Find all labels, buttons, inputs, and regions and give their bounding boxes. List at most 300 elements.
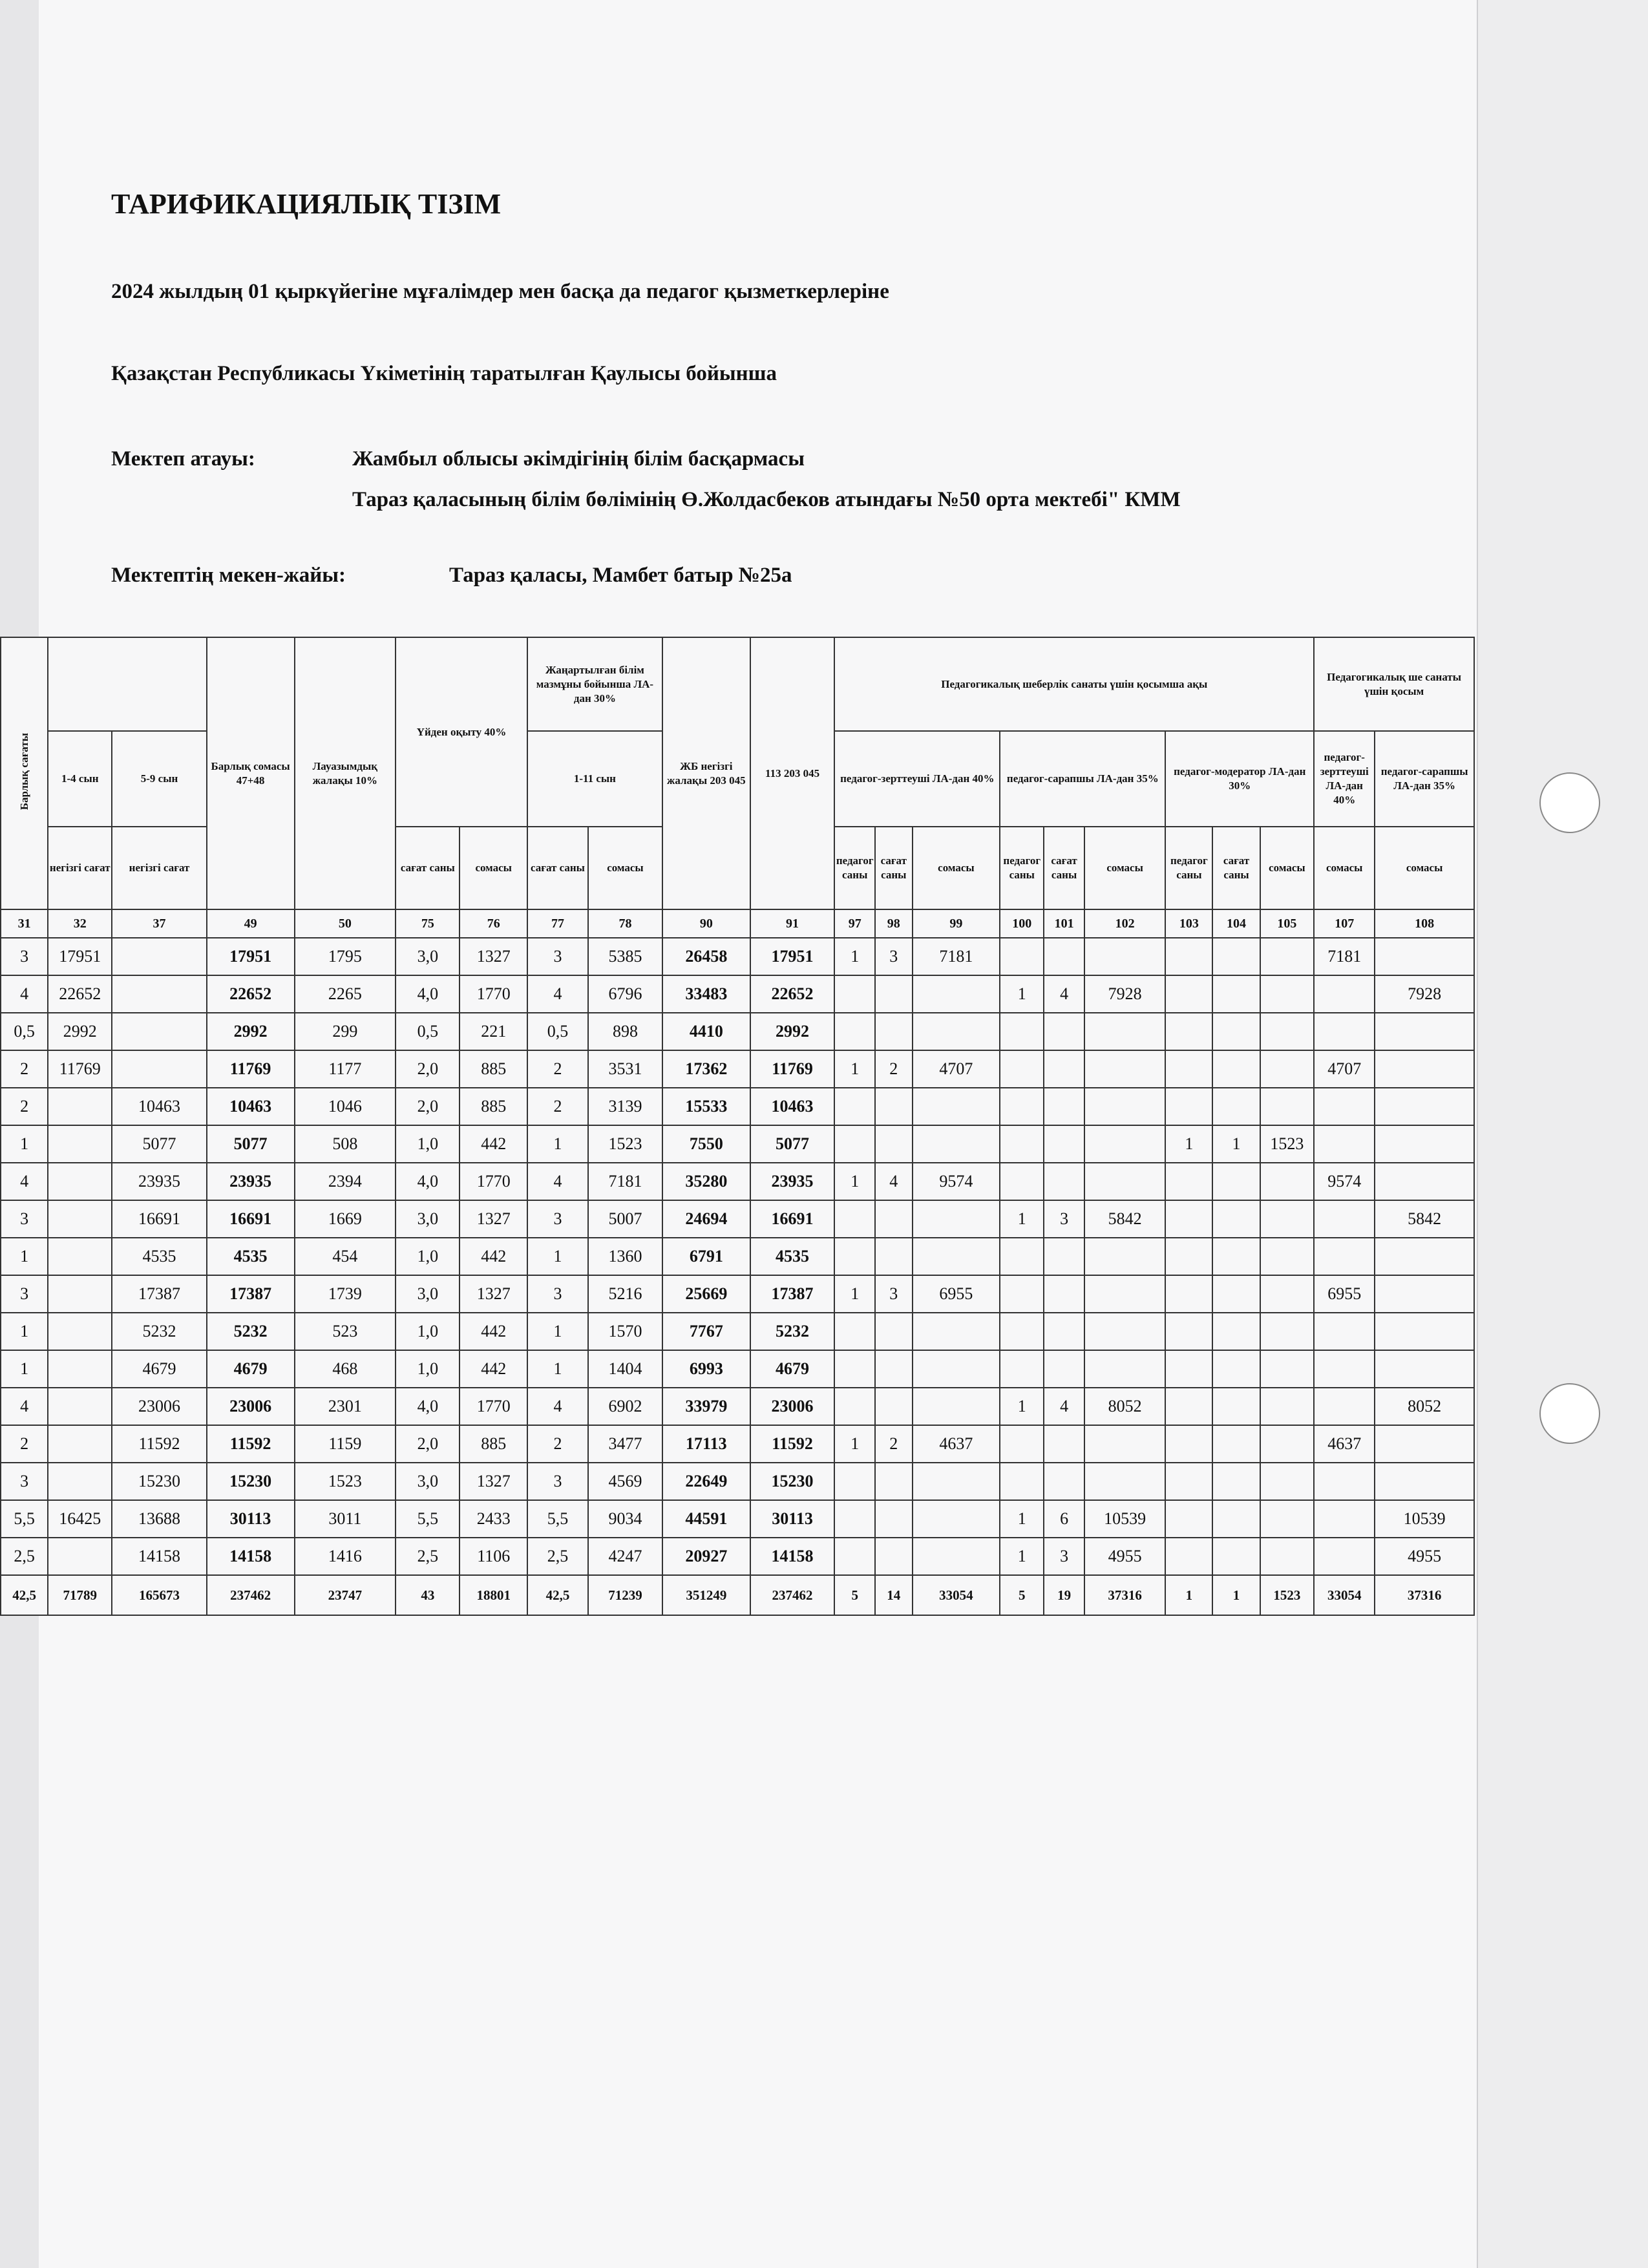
table-cell: 4,0 <box>396 1388 460 1425</box>
table-cell: 4955 <box>1084 1538 1165 1575</box>
table-cell: 17113 <box>662 1425 750 1463</box>
table-row <box>1 1313 1474 1350</box>
table-cell: 2992 <box>207 1013 295 1050</box>
table-cell <box>913 1538 1000 1575</box>
table-row <box>1 975 1474 1013</box>
table-cell <box>913 1350 1000 1388</box>
table-cell <box>112 1013 206 1050</box>
table-cell: 468 <box>295 1350 396 1388</box>
table-cell: 4637 <box>913 1425 1000 1463</box>
table-cell <box>1165 1275 1212 1313</box>
table-cell: 3,0 <box>396 1275 460 1313</box>
table-cell: 1,0 <box>396 1313 460 1350</box>
table-cell: 11769 <box>207 1050 295 1088</box>
table-cell: 10463 <box>112 1088 206 1125</box>
table-cell: 1 <box>527 1238 588 1275</box>
table-cell: 4535 <box>112 1238 206 1275</box>
table-cell <box>48 1463 112 1500</box>
table-cell: 8052 <box>1084 1388 1165 1425</box>
table-cell <box>48 1425 112 1463</box>
table-cell <box>875 1350 912 1388</box>
punch-hole-top <box>1539 772 1600 833</box>
table-cell <box>48 1088 112 1125</box>
header-home-study: Үйден оқыту 40% <box>396 637 527 827</box>
table-cell <box>834 1238 875 1275</box>
table-cell <box>1375 1275 1474 1313</box>
table-cell: 14158 <box>750 1538 835 1575</box>
school-name-line-1: Жамбыл облысы әкімдігінің білім басқармасы <box>352 447 805 471</box>
table-cell <box>1260 1238 1315 1275</box>
table-cell <box>1260 1425 1315 1463</box>
table-cell: 7550 <box>662 1125 750 1163</box>
table-cell <box>48 1538 112 1575</box>
table-cell: 50 <box>295 909 396 938</box>
table-cell: 4 <box>1 975 48 1013</box>
table-cell <box>1165 1238 1212 1275</box>
table-cell <box>48 1163 112 1200</box>
table-cell: 1770 <box>460 975 527 1013</box>
table-cell <box>1165 1313 1212 1350</box>
table-cell: 42,5 <box>527 1575 588 1615</box>
table-cell: 3,0 <box>396 1200 460 1238</box>
table-cell: 99 <box>913 909 1000 938</box>
table-cell: 1523 <box>295 1463 396 1500</box>
table-cell: 1523 <box>588 1125 662 1163</box>
table-row <box>1 1238 1474 1275</box>
table-cell: 23006 <box>112 1388 206 1425</box>
table-row <box>1 938 1474 975</box>
table-cell: 3 <box>875 938 912 975</box>
table-cell <box>1084 1350 1165 1388</box>
header-home-hours: сағат саны <box>396 827 460 909</box>
table-cell <box>834 1013 875 1050</box>
table-cell: 1 <box>834 1050 875 1088</box>
table-cell <box>48 1200 112 1238</box>
table-cell: 33483 <box>662 975 750 1013</box>
table-cell: 4247 <box>588 1538 662 1575</box>
table-cell: 23935 <box>112 1163 206 1200</box>
table-cell: 6902 <box>588 1388 662 1425</box>
table-cell: 1 <box>834 1163 875 1200</box>
table-cell <box>48 1313 112 1350</box>
table-cell: 107 <box>1314 909 1375 938</box>
table-cell: 0,5 <box>396 1013 460 1050</box>
table-cell <box>875 1088 912 1125</box>
table-cell <box>1260 975 1315 1013</box>
table-cell: 4955 <box>1375 1538 1474 1575</box>
table-cell: 442 <box>460 1238 527 1275</box>
table-cell <box>1314 975 1375 1013</box>
table-cell: 90 <box>662 909 750 938</box>
table-cell <box>1000 1425 1044 1463</box>
table-cell <box>1084 1050 1165 1088</box>
header-total-hours: Барлық сағаты <box>1 637 48 909</box>
table-cell: 17362 <box>662 1050 750 1088</box>
table-cell <box>1375 1463 1474 1500</box>
subtitle-resolution-line: Қазақстан Республикасы Үкіметінің таратылған Қаулысы бойынша <box>111 362 777 385</box>
table-cell: 4637 <box>1314 1425 1375 1463</box>
table-cell <box>1000 1050 1044 1088</box>
table-cell <box>1375 1088 1474 1125</box>
header-researcher-2: педагог-зерттеуші ЛА-дан 40% <box>1314 731 1375 827</box>
table-cell: 5232 <box>207 1313 295 1350</box>
header-updated-hours: сағат саны <box>527 827 588 909</box>
table-cell <box>834 1125 875 1163</box>
header-moderator-count: педагог саны <box>1165 827 1212 909</box>
table-cell: 75 <box>396 909 460 938</box>
table-cell <box>1044 938 1084 975</box>
header-expert-2: педагог-сарапшы ЛА-дан 35% <box>1375 731 1474 827</box>
table-cell: 11592 <box>112 1425 206 1463</box>
school-address: Тараз қаласы, Мамбет батыр №25а <box>449 564 792 587</box>
table-cell <box>1375 1350 1474 1388</box>
table-cell: 1,0 <box>396 1350 460 1388</box>
header-expert-hours: сағат саны <box>1044 827 1084 909</box>
header-base-salary: ЖБ негізгі жалақы 203 045 <box>662 637 750 909</box>
table-cell <box>1084 1275 1165 1313</box>
table-cell <box>112 938 206 975</box>
table-cell <box>1044 1050 1084 1088</box>
table-cell <box>913 1388 1000 1425</box>
table-cell <box>1314 1238 1375 1275</box>
subtitle-date-line: 2024 жылдың 01 қыркүйегіне мұғалімдер мен басқа да педагог қызметкерлеріне <box>111 280 889 303</box>
table-cell <box>1165 1350 1212 1388</box>
table-cell <box>1000 1463 1044 1500</box>
table-cell <box>1000 1238 1044 1275</box>
header-researcher2-amount: сомасы <box>1314 827 1375 909</box>
table-cell: 5077 <box>207 1125 295 1163</box>
table-cell: 2,5 <box>396 1538 460 1575</box>
table-cell: 0,5 <box>1 1013 48 1050</box>
table-cell: 2 <box>527 1425 588 1463</box>
table-cell: 9034 <box>588 1500 662 1538</box>
table-cell: 4 <box>1044 1388 1084 1425</box>
table-cell: 2,0 <box>396 1050 460 1088</box>
table-cell <box>1084 1013 1165 1050</box>
table-cell <box>1314 1013 1375 1050</box>
table-cell: 15533 <box>662 1088 750 1125</box>
table-row <box>1 1275 1474 1313</box>
table-cell: 2433 <box>460 1500 527 1538</box>
table-cell <box>1314 1350 1375 1388</box>
punch-hole-bottom <box>1539 1383 1600 1444</box>
table-cell <box>1212 1200 1260 1238</box>
table-cell: 4,0 <box>396 1163 460 1200</box>
table-cell <box>1314 1463 1375 1500</box>
table-cell: 37316 <box>1375 1575 1474 1615</box>
table-cell: 5077 <box>750 1125 835 1163</box>
table-cell: 2,0 <box>396 1425 460 1463</box>
table-cell: 1 <box>834 938 875 975</box>
table-cell: 91 <box>750 909 835 938</box>
table-cell: 3,0 <box>396 1463 460 1500</box>
table-cell: 33979 <box>662 1388 750 1425</box>
table-cell <box>112 975 206 1013</box>
table-cell: 1327 <box>460 1463 527 1500</box>
header-expert-count: педагог саны <box>1000 827 1044 909</box>
table-row <box>1 1463 1474 1500</box>
table-cell <box>48 1238 112 1275</box>
table-cell <box>1165 1425 1212 1463</box>
table-cell: 71789 <box>48 1575 112 1615</box>
table-cell <box>834 1313 875 1350</box>
table-cell <box>1000 1275 1044 1313</box>
table-cell: 3 <box>1 1200 48 1238</box>
table-cell <box>1000 1313 1044 1350</box>
table-cell <box>1212 1500 1260 1538</box>
table-cell <box>1260 1500 1315 1538</box>
table-cell: 4707 <box>1314 1050 1375 1088</box>
table-cell: 11592 <box>207 1425 295 1463</box>
table-cell: 30113 <box>750 1500 835 1538</box>
table-row <box>1 1163 1474 1200</box>
table-cell <box>1084 938 1165 975</box>
table-cell: 2394 <box>295 1163 396 1200</box>
table-cell: 4 <box>527 1163 588 1200</box>
underlying-page <box>1477 0 1648 2268</box>
table-cell: 2 <box>527 1050 588 1088</box>
table-cell: 43 <box>396 1575 460 1615</box>
table-cell: 7181 <box>913 938 1000 975</box>
school-name-label: Мектеп атауы: <box>111 447 255 471</box>
table-cell: 885 <box>460 1088 527 1125</box>
table-cell <box>1212 1538 1260 1575</box>
table-cell <box>875 1125 912 1163</box>
table-row <box>1 1050 1474 1088</box>
table-cell: 32 <box>48 909 112 938</box>
table-cell <box>1084 1088 1165 1125</box>
table-cell: 102 <box>1084 909 1165 938</box>
table-cell <box>1165 1388 1212 1425</box>
table-cell: 6993 <box>662 1350 750 1388</box>
table-cell: 5 <box>1000 1575 1044 1615</box>
table-cell <box>1044 1163 1084 1200</box>
table-cell <box>1165 1013 1212 1050</box>
table-cell: 10463 <box>207 1088 295 1125</box>
table-cell: 442 <box>460 1125 527 1163</box>
table-cell: 4679 <box>750 1350 835 1388</box>
table-cell: 4679 <box>112 1350 206 1388</box>
table-cell: 6791 <box>662 1238 750 1275</box>
table-cell: 1 <box>527 1313 588 1350</box>
table-cell: 17387 <box>207 1275 295 1313</box>
table-cell <box>834 1200 875 1238</box>
table-cell: 11592 <box>750 1425 835 1463</box>
table-cell <box>1314 1388 1375 1425</box>
table-cell <box>1044 1313 1084 1350</box>
totals-row <box>1 1575 1474 1615</box>
table-cell <box>1375 1050 1474 1088</box>
table-cell: 237462 <box>750 1575 835 1615</box>
table-cell <box>1375 1163 1474 1200</box>
table-row <box>1 1350 1474 1388</box>
table-cell: 11769 <box>750 1050 835 1088</box>
table-cell: 42,5 <box>1 1575 48 1615</box>
table-cell <box>1314 1125 1375 1163</box>
table-cell: 30113 <box>207 1500 295 1538</box>
table-cell: 23935 <box>207 1163 295 1200</box>
table-cell: 7181 <box>588 1163 662 1200</box>
table-cell <box>48 1275 112 1313</box>
table-cell: 31 <box>1 909 48 938</box>
header-moderator-amount: сомасы <box>1260 827 1315 909</box>
table-cell <box>913 1200 1000 1238</box>
table-cell: 23747 <box>295 1575 396 1615</box>
header-total-sum: Барлық сомасы 47+48 <box>207 637 295 909</box>
table-cell: 1416 <box>295 1538 396 1575</box>
table-cell: 24694 <box>662 1200 750 1238</box>
table-cell <box>1212 1350 1260 1388</box>
table-cell: 1 <box>834 1275 875 1313</box>
document-title: ТАРИФИКАЦИЯЛЫҚ ТІЗІМ <box>111 188 502 220</box>
table-cell <box>1260 938 1315 975</box>
table-cell: 442 <box>460 1313 527 1350</box>
table-cell <box>875 1538 912 1575</box>
table-cell: 5 <box>834 1575 875 1615</box>
table-row <box>1 1388 1474 1425</box>
table-cell: 16425 <box>48 1500 112 1538</box>
table-cell: 18801 <box>460 1575 527 1615</box>
table-cell: 23006 <box>207 1388 295 1425</box>
table-cell: 1327 <box>460 1200 527 1238</box>
table-cell: 165673 <box>112 1575 206 1615</box>
table-cell: 4 <box>1 1388 48 1425</box>
table-cell: 3 <box>1 1275 48 1313</box>
table-cell: 2265 <box>295 975 396 1013</box>
table-cell: 3477 <box>588 1425 662 1463</box>
table-cell: 4410 <box>662 1013 750 1050</box>
table-cell: 4535 <box>207 1238 295 1275</box>
table-cell <box>1084 1125 1165 1163</box>
table-cell: 351249 <box>662 1575 750 1615</box>
table-cell: 1 <box>1000 1538 1044 1575</box>
table-cell: 23935 <box>750 1163 835 1200</box>
table-cell <box>1000 1013 1044 1050</box>
table-cell: 10463 <box>750 1088 835 1125</box>
table-cell: 7928 <box>1084 975 1165 1013</box>
table-cell <box>1260 1538 1315 1575</box>
header-grades-1-4: 1-4 сын <box>48 731 112 827</box>
table-cell: 101 <box>1044 909 1084 938</box>
table-cell: 5,5 <box>1 1500 48 1538</box>
table-cell <box>1212 1238 1260 1275</box>
table-cell <box>1212 1313 1260 1350</box>
table-cell <box>1314 1313 1375 1350</box>
table-cell: 7767 <box>662 1313 750 1350</box>
table-cell <box>875 1463 912 1500</box>
table-cell <box>1212 1050 1260 1088</box>
table-cell <box>834 1500 875 1538</box>
table-cell: 100 <box>1000 909 1044 938</box>
table-cell: 2,0 <box>396 1088 460 1125</box>
table-cell: 103 <box>1165 909 1212 938</box>
table-cell: 3531 <box>588 1050 662 1088</box>
table-cell: 35280 <box>662 1163 750 1200</box>
table-cell: 15230 <box>112 1463 206 1500</box>
table-row <box>1 1538 1474 1575</box>
table-cell: 6796 <box>588 975 662 1013</box>
table-cell <box>1314 1088 1375 1125</box>
table-cell: 16691 <box>750 1200 835 1238</box>
table-cell: 6955 <box>913 1275 1000 1313</box>
table-cell <box>1375 1013 1474 1050</box>
table-cell: 1327 <box>460 1275 527 1313</box>
table-cell <box>1260 1013 1315 1050</box>
table-cell <box>1260 1088 1315 1125</box>
table-cell: 1327 <box>460 938 527 975</box>
header-base-hour-2: негізгі сағат <box>112 827 206 909</box>
table-cell: 2 <box>875 1425 912 1463</box>
header-ped-category-pay: Педагогикалық шеберлік санаты үшін қосымша ақы <box>834 637 1314 731</box>
table-cell: 2301 <box>295 1388 396 1425</box>
table-cell <box>1000 1125 1044 1163</box>
table-cell: 23006 <box>750 1388 835 1425</box>
table-cell: 108 <box>1375 909 1474 938</box>
table-cell: 5232 <box>112 1313 206 1350</box>
table-cell: 523 <box>295 1313 396 1350</box>
table-cell: 5842 <box>1084 1200 1165 1238</box>
table-cell <box>1044 1013 1084 1050</box>
school-address-label: Мектептің мекен-жайы: <box>111 564 346 587</box>
table-cell: 1 <box>1165 1125 1212 1163</box>
table-cell: 15230 <box>750 1463 835 1500</box>
table-cell: 1739 <box>295 1275 396 1313</box>
table-cell: 5,5 <box>527 1500 588 1538</box>
table-cell: 1 <box>1 1238 48 1275</box>
table-cell: 2992 <box>750 1013 835 1050</box>
header-base-hour: негізгі сағат <box>48 827 112 909</box>
table-cell: 3 <box>875 1275 912 1313</box>
table-cell: 10539 <box>1084 1500 1165 1538</box>
header-moderator: педагог-модератор ЛА-дан 30% <box>1165 731 1314 827</box>
table-cell: 5,5 <box>396 1500 460 1538</box>
table-cell <box>875 1313 912 1350</box>
table-cell <box>1212 1275 1260 1313</box>
table-cell: 1523 <box>1260 1575 1315 1615</box>
table-cell: 898 <box>588 1013 662 1050</box>
table-cell <box>1044 1425 1084 1463</box>
table-cell: 1404 <box>588 1350 662 1388</box>
table-row <box>1 1013 1474 1050</box>
table-cell: 3 <box>527 1275 588 1313</box>
table-cell <box>1314 1538 1375 1575</box>
table-cell: 1046 <box>295 1088 396 1125</box>
table-cell <box>48 1125 112 1163</box>
table-cell: 97 <box>834 909 875 938</box>
table-cell: 2,5 <box>1 1538 48 1575</box>
header-grades-5-9: 5-9 сын <box>112 731 206 827</box>
table-cell: 1 <box>1 1125 48 1163</box>
table-cell <box>1165 1163 1212 1200</box>
table-cell: 2 <box>1 1088 48 1125</box>
table-cell: 3 <box>1 938 48 975</box>
table-cell: 33054 <box>1314 1575 1375 1615</box>
header-researcher: педагог-зерттеуші ЛА-дан 40% <box>834 731 1000 827</box>
table-cell: 14158 <box>112 1538 206 1575</box>
table-row <box>1 1425 1474 1463</box>
table-cell <box>834 1463 875 1500</box>
table-cell: 3 <box>527 1200 588 1238</box>
header-expert-amount: сомасы <box>1084 827 1165 909</box>
table-cell: 3011 <box>295 1500 396 1538</box>
table-cell: 104 <box>1212 909 1260 938</box>
table-cell <box>1260 1200 1315 1238</box>
table-cell: 4,0 <box>396 975 460 1013</box>
table-cell: 37316 <box>1084 1575 1165 1615</box>
column-number-row <box>1 909 1474 938</box>
table-cell: 78 <box>588 909 662 938</box>
table-cell: 1106 <box>460 1538 527 1575</box>
